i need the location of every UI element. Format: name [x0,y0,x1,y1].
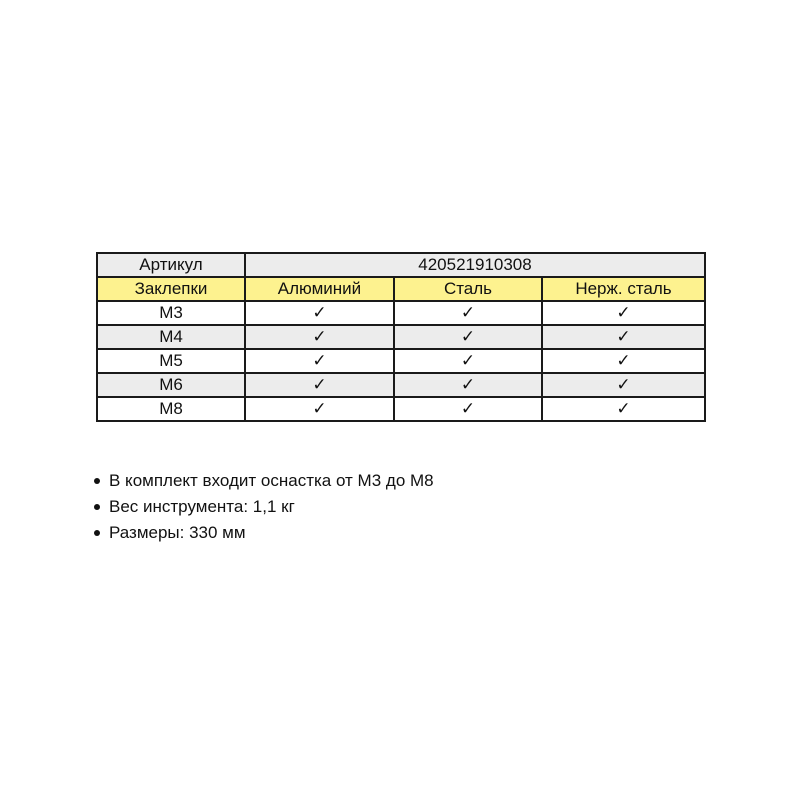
check-icon: ✓ [245,397,394,421]
table-row [97,397,705,421]
check-icon: ✓ [542,349,705,373]
table-row [97,349,705,373]
article-value: 420521910308 [245,253,705,277]
table-row [97,325,705,349]
list-item [94,520,434,546]
check-icon: ✓ [245,349,394,373]
notes-list [94,468,434,546]
header-steel: Сталь [394,277,542,301]
table-row [97,373,705,397]
check-icon: ✓ [542,325,705,349]
note-text: В комплект входит оснастка от М3 до М8 [109,471,434,490]
bullet-icon [94,530,100,536]
rivet-size: М4 [97,325,245,349]
check-icon: ✓ [394,301,542,325]
header-rivets: Заклепки [97,277,245,301]
article-label: Артикул [97,253,245,277]
check-icon: ✓ [394,325,542,349]
bullet-icon [94,504,100,510]
check-icon: ✓ [245,325,394,349]
rivet-size: М6 [97,373,245,397]
header-stainless: Нерж. сталь [542,277,705,301]
note-text: Размеры: 330 мм [109,523,246,542]
check-icon: ✓ [245,301,394,325]
check-icon: ✓ [542,301,705,325]
list-item [94,468,434,494]
check-icon: ✓ [394,397,542,421]
check-icon: ✓ [394,349,542,373]
rivet-size: М8 [97,397,245,421]
rivet-size: М3 [97,301,245,325]
header-row [97,277,705,301]
check-icon: ✓ [542,373,705,397]
bullet-icon [94,478,100,484]
article-row [97,253,705,277]
check-icon: ✓ [245,373,394,397]
header-aluminum: Алюминий [245,277,394,301]
check-icon: ✓ [394,373,542,397]
check-icon: ✓ [542,397,705,421]
table-row [97,301,705,325]
list-item [94,494,434,520]
specs-table [96,252,706,422]
note-text: Вес инструмента: 1,1 кг [109,497,295,516]
rivet-size: М5 [97,349,245,373]
